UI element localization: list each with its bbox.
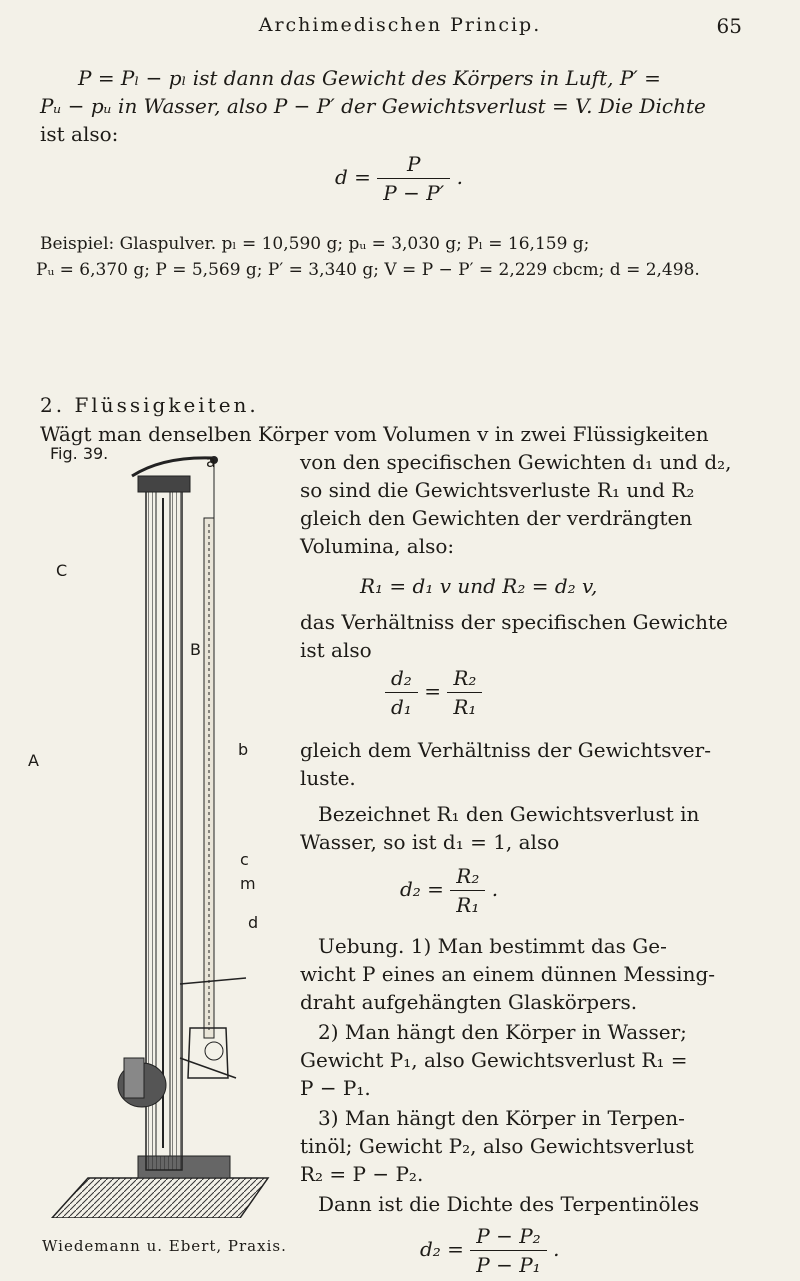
eq2-right-num: R₂ xyxy=(453,666,477,690)
figure-label-c: c xyxy=(240,850,249,869)
eq3-end: . xyxy=(491,877,499,901)
exercise-line-9: R₂ = P − P₂. xyxy=(300,1162,424,1186)
exercise-line-1: Uebung. 1) Man bestimmt das Ge- xyxy=(318,934,667,958)
equation-2 xyxy=(385,664,482,721)
figure-label-d: d xyxy=(248,913,259,932)
figure-label-A: A xyxy=(28,751,39,770)
exercise-line-5: Gewicht P₁, also Gewichtsverlust R₁ = xyxy=(300,1048,688,1072)
density-formula xyxy=(335,150,463,207)
exercise-line-7: 3) Man hängt den Körper in Terpen- xyxy=(318,1106,685,1130)
intro-line-3: ist also: xyxy=(40,122,119,146)
figure-label-a: a xyxy=(206,452,216,471)
eq2-left-den: d₁ xyxy=(385,692,418,721)
glass-body xyxy=(205,1042,223,1060)
equation-3 xyxy=(400,862,498,919)
exercise-line-8: tinöl; Gewicht P₂, also Gewichtsverlust xyxy=(300,1134,694,1158)
eq2-left-num: d₂ xyxy=(391,666,412,690)
eq4-num: P − P₂ xyxy=(476,1224,541,1248)
base-plate xyxy=(52,1178,268,1218)
body-intro-line: Wägt man denselben Körper vom Volumen v in zwei Flüssigkeiten xyxy=(40,422,709,446)
eq3-lhs: d₂ = xyxy=(400,877,444,901)
running-head xyxy=(0,14,800,44)
equation-1: R₁ = d₁ v und R₂ = d₂ v, xyxy=(360,574,598,598)
equation-4 xyxy=(420,1222,559,1279)
formula-numerator: P xyxy=(407,152,421,176)
exercise-line-10: Dann ist die Dichte des Terpentinöles xyxy=(318,1192,700,1216)
figure-label-B: B xyxy=(190,640,201,659)
figure-label-b: b xyxy=(238,740,249,759)
body-p3-1: gleich dem Verhältniss der Gewichtsver- xyxy=(300,738,711,762)
formula-fraction xyxy=(377,150,450,207)
page-number: 65 xyxy=(716,14,742,38)
hydrostatic-balance-illustration xyxy=(28,418,300,1218)
figure-39 xyxy=(28,418,300,1238)
eq3-den: R₁ xyxy=(450,890,485,919)
eq3-fraction xyxy=(450,862,485,919)
intro-line-1: P = Pₗ − pₗ ist dann das Gewicht des Körpers in Luft, P′ = xyxy=(78,66,661,90)
body-p4-2: Wasser, so ist d₁ = 1, also xyxy=(300,830,560,854)
footer-publisher: Wiedemann u. Ebert, Praxis. xyxy=(42,1237,287,1255)
eq4-fraction xyxy=(470,1222,546,1279)
body-p1-1: von den specifischen Gewichten d₁ und d₂, xyxy=(300,450,732,474)
body-p1-2: so sind die Gewichtsverluste R₁ und R₂ xyxy=(300,478,695,502)
figure-caption: Fig. 39. xyxy=(50,444,109,463)
eq4-end: . xyxy=(553,1237,560,1261)
eq4-den: P − P₁ xyxy=(470,1250,546,1279)
body-p2-2: ist also xyxy=(300,638,372,662)
eq3-num: R₂ xyxy=(456,864,480,888)
formula-end: . xyxy=(456,165,463,189)
eq2-equals: = xyxy=(424,679,441,703)
eq2-right-den: R₁ xyxy=(447,692,482,721)
body-p4-1: Bezeichnet R₁ den Gewichtsverlust in xyxy=(318,802,700,826)
exercise-line-4: 2) Man hängt den Körper in Wasser; xyxy=(318,1020,687,1044)
body-p3-2: luste. xyxy=(300,766,356,790)
body-p1-3: gleich den Gewichten der verdrängten xyxy=(300,506,693,530)
eq2-right-fraction xyxy=(447,664,482,721)
formula-lhs: d = xyxy=(335,165,371,189)
body-p2-1: das Verhältniss der specifischen Gewichte xyxy=(300,610,728,634)
figure-label-C: C xyxy=(56,561,68,580)
eq2-left-fraction xyxy=(385,664,418,721)
figure-label-m: m xyxy=(240,874,256,893)
body-p1-4: Volumina, also: xyxy=(300,534,455,558)
formula-denominator: P − P′ xyxy=(377,178,450,207)
running-title: Archimedischen Princip. xyxy=(258,14,542,36)
intro-line-2: Pᵤ − pᵤ in Wasser, also P − P′ der Gewichtsverlust = V. Die Dichte xyxy=(40,94,706,118)
clamp-block xyxy=(124,1058,144,1098)
exercise-line-2: wicht P eines an einem dünnen Messing- xyxy=(300,962,716,986)
section-heading: 2. Flüssigkeiten. xyxy=(40,393,259,417)
column-head xyxy=(138,476,190,492)
exercise-line-3: draht aufgehängten Glaskörpers. xyxy=(300,990,638,1014)
example-1-line-2: Pᵤ = 6,370 g; P = 5,569 g; P′ = 3,340 g; V = P − P′ = 2,229 cbcm; d = 2,498. xyxy=(36,260,700,280)
example-1-line-1: Beispiel: Glaspulver. pₗ = 10,590 g; pᵤ = 3,030 g; Pₗ = 16,159 g; xyxy=(40,234,590,254)
eq4-lhs: d₂ = xyxy=(420,1237,464,1261)
exercise-line-6: P − P₁. xyxy=(300,1076,371,1100)
top-arm xyxy=(132,458,214,476)
